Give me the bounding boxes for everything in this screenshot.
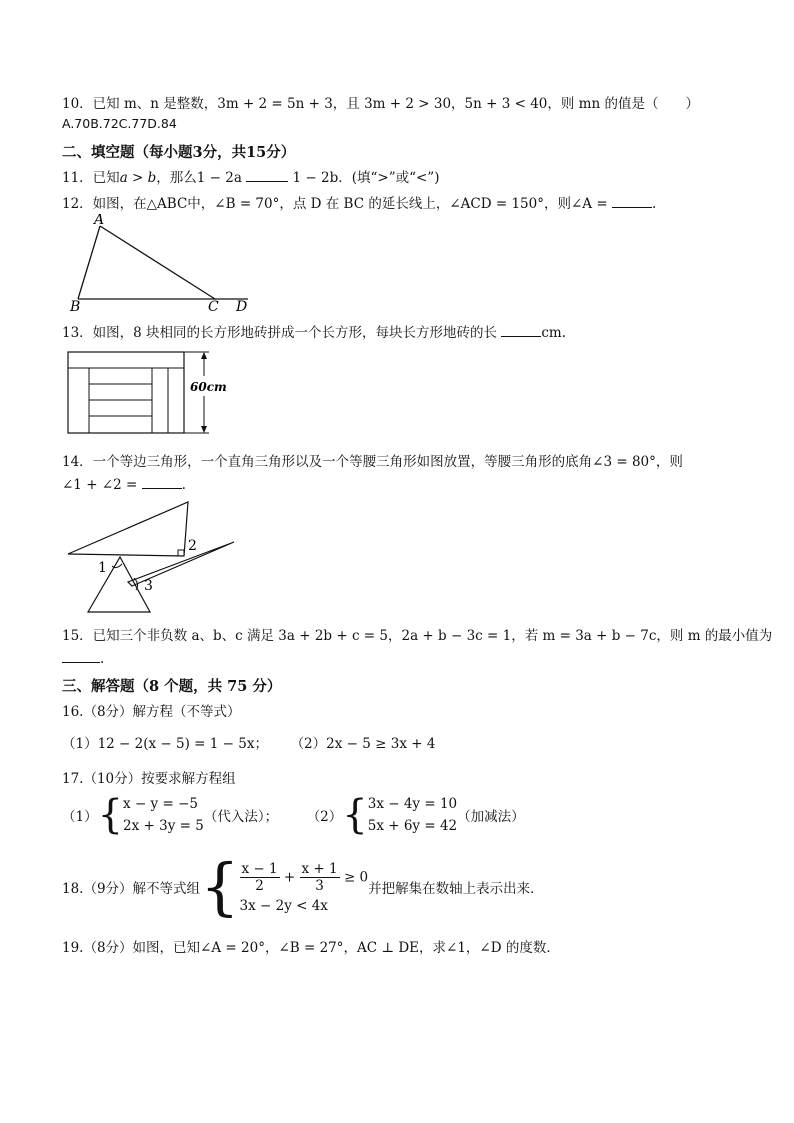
left-brace-icon: {	[97, 792, 124, 838]
q16-title: 16.（8分）解方程（不等式）	[62, 704, 241, 720]
outer-rectangle	[68, 352, 184, 433]
answer-blank[interactable]	[501, 324, 541, 337]
question-10-text: 10．已知 m、n 是整数，3m + 2 = 5n + 3，且 3m + 2 > 30，5n + 3 < 40，则 mn 的值是（ ）	[62, 96, 699, 112]
answer-blank[interactable]	[612, 195, 652, 208]
section-title: 二、填空题（每小题3分，共15分）	[62, 144, 296, 161]
arrowhead-up-icon	[201, 352, 207, 359]
equation: 3x − 4y = 10	[367, 796, 458, 812]
q16-part-1: （1）12 − 2(x − 5) = 1 − 5x；	[62, 736, 268, 752]
triangles-figure	[64, 498, 244, 618]
question-14-line2: ∠1 + ∠2 = .	[62, 477, 186, 493]
q18-system	[240, 861, 369, 914]
section-title: 三、解答题（8 个题，共 75 分）	[62, 678, 282, 695]
question-18	[62, 850, 544, 923]
answer-blank[interactable]	[246, 169, 288, 182]
q14-line1: 14．一个等边三角形，一个直角三角形以及一个等腰三角形如图放置，等腰三角形的底角∠3 = 80°，则	[62, 454, 683, 470]
q17-system-2	[368, 793, 457, 837]
question-15	[62, 624, 772, 644]
answer-blank[interactable]	[142, 476, 182, 489]
label-c: C	[208, 299, 219, 314]
fraction: $\frac{x + 1}{3}$	[301, 860, 338, 894]
angle-3-label: 3	[144, 578, 153, 594]
height-label: 60cm	[190, 380, 227, 394]
label-b: B	[70, 299, 81, 314]
q13-unit: cm.	[541, 325, 567, 341]
q11-condition: a > b	[119, 170, 157, 186]
q17-method-2: （加减法）	[457, 809, 525, 825]
q17-method-1: （代入法）；	[203, 809, 279, 825]
q15-text: 15．已知三个非负数 a、b、c 满足 3a + 2b + c = 5，2a + b − 3c = 1，若 m = 3a + b − 7c，则 m 的最小值为	[62, 628, 773, 644]
label-d: D	[236, 299, 248, 314]
q13-text: 13．如图，8 块相同的长方形地砖拼成一个长方形，每块长方形地砖的长	[62, 325, 498, 341]
q18-prefix: 18.（9分）解不等式组	[62, 881, 201, 897]
triangle-abc-figure	[62, 214, 262, 314]
arrowhead-down-icon	[201, 426, 207, 433]
question-19	[62, 936, 560, 956]
q12-text: 12．如图，在△ABC中，∠B = 70°，点 D 在 BC 的延长线上，∠ACD = 150°，则∠A =	[62, 196, 608, 212]
question-13	[62, 321, 566, 341]
right-triangle	[68, 502, 188, 556]
options-text: A.70B.72C.77D.84	[62, 116, 177, 131]
q17-title: 17.（10分）按要求解方程组	[62, 771, 236, 787]
question-15-answer: .	[62, 650, 104, 667]
side-ac	[100, 226, 215, 299]
answer-blank[interactable]	[62, 650, 100, 663]
angle-2-label: 2	[188, 538, 197, 554]
equation: 2x + 3y = 5	[123, 818, 204, 834]
section-3-heading	[62, 675, 281, 696]
tiles-figure	[64, 348, 244, 438]
q14-line2: ∠1 + ∠2 =	[62, 477, 138, 493]
question-14	[62, 450, 683, 470]
question-12: 12．如图，在△ABC中，∠B = 70°，点 D 在 BC 的延长线上，∠ACD = 150°，则∠A = .	[62, 196, 657, 212]
question-17-title	[62, 767, 236, 787]
fraction: $\frac{x - 1}{2}$	[241, 860, 278, 894]
left-brace-icon: {	[342, 792, 368, 838]
q19-text: 19.（8分）如图，已知∠A = 20°，∠B = 27°，AC ⊥ DE，求∠1，∠D 的度数．	[62, 940, 560, 956]
question-16-title	[62, 700, 241, 720]
q11-after: 1 − 2b．(填“>”或“<”)	[292, 170, 440, 186]
q18-inequality-2: 3x − 2y < 4x	[239, 897, 328, 914]
angle-1-label: 1	[98, 560, 107, 576]
equation: x − y = −5	[123, 796, 198, 812]
angle-1-arc	[112, 564, 122, 568]
equation: 5x + 6y = 42	[367, 818, 458, 834]
q16-part-2: （2）2x − 5 ≥ 3x + 4	[290, 736, 436, 752]
q17-part-2-label: （2）	[306, 809, 343, 825]
q17-part-1-label: （1）	[62, 809, 98, 825]
q18-inequality-1: $\frac{x - 1}{2}$ + $\frac{x + 1}{3}$ ≥ 0	[241, 860, 369, 894]
question-11	[62, 166, 439, 186]
q17-system-1	[123, 793, 204, 837]
left-brace-icon: {	[200, 850, 240, 923]
question-10-options	[62, 116, 177, 131]
side-ab	[78, 226, 100, 299]
q11-mid: ，那么1 − 2a	[156, 170, 242, 186]
question-16-parts	[62, 732, 435, 752]
right-angle-mark	[178, 550, 184, 556]
q11-prefix: 11．已知	[62, 170, 120, 186]
question-17-systems	[62, 793, 525, 837]
label-a: A	[94, 214, 105, 228]
q18-suffix: 并把解集在数轴上表示出来．	[368, 881, 544, 897]
question-10	[62, 92, 699, 112]
section-2-heading	[62, 141, 295, 162]
